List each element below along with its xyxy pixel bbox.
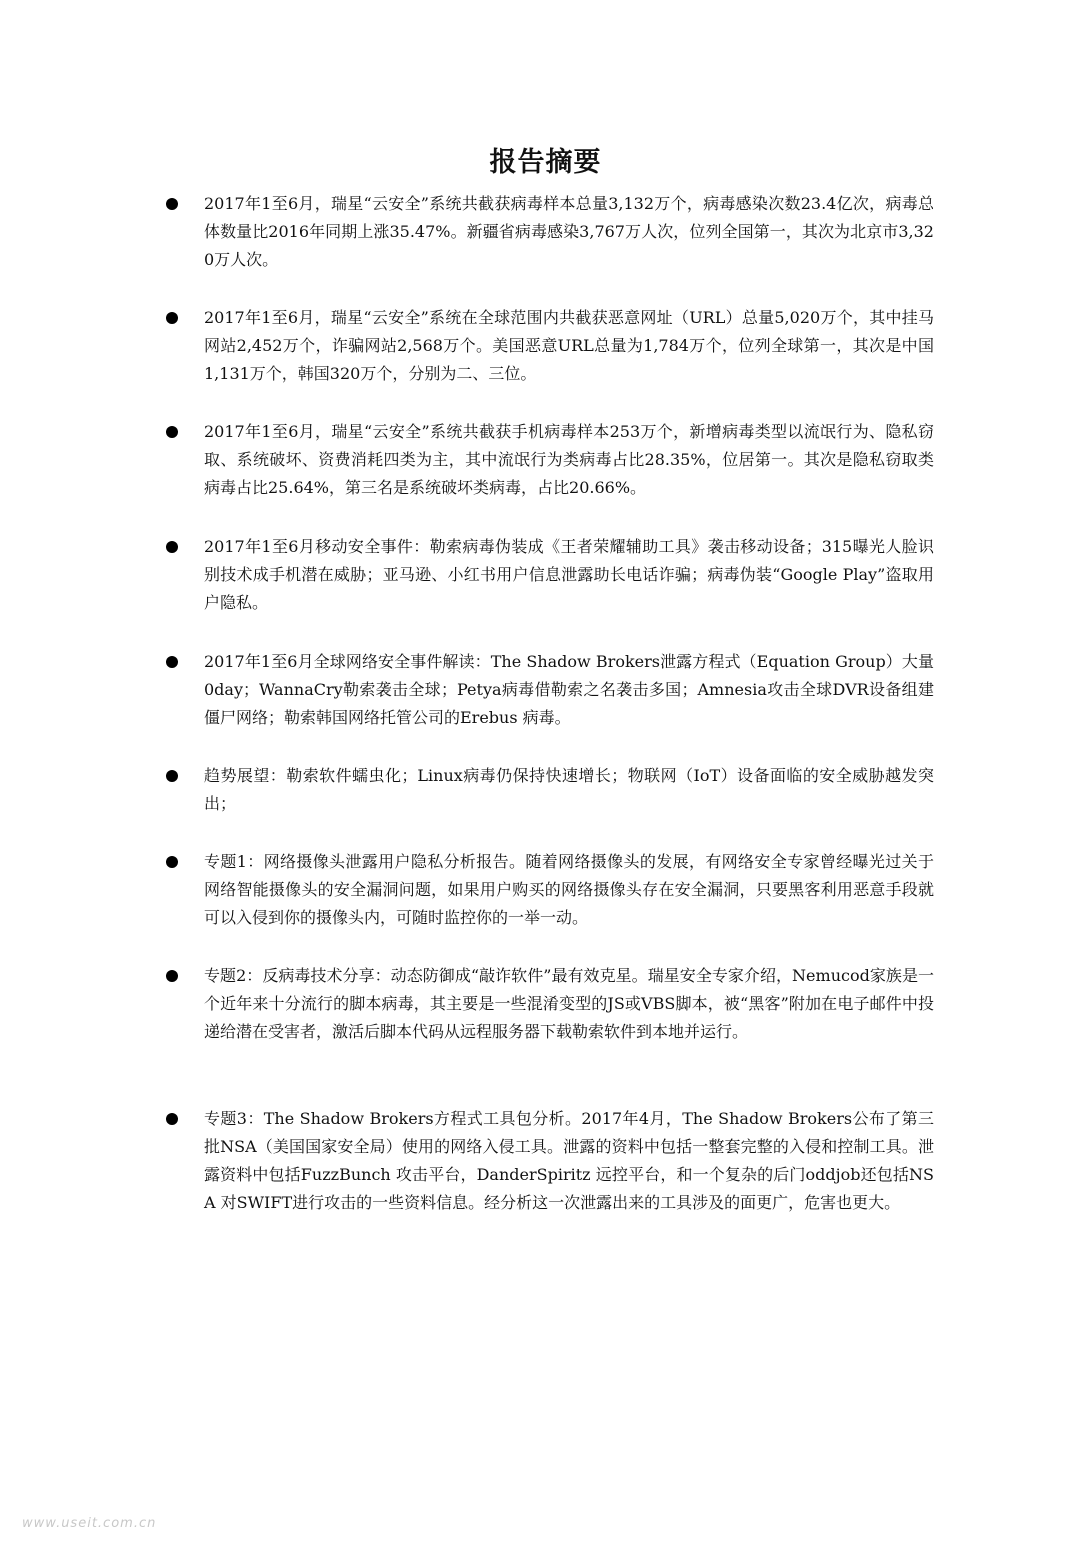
bullet-text: 2017年1至6月，瑞星“云安全”系统在全球范围内共截获恶意网址（URL）总量5,020万个，其中挂马网站2,452万个，诈骗网站2,568万个。美国恶意URL总量为1,784万个，位列全球第一，其次是中国1,131万个，韩国320万个，分别为二、三位。 [204, 308, 934, 383]
bullet-text: 专题3：The Shadow Brokers方程式工具包分析。2017年4月，The Shadow Brokers公布了第三批NSA（美国国家安全局）使用的网络入侵工具。泄露的资料中包括一整套完整的入侵和控制工具。泄露资料中包括FuzzBunch 攻击平台，DanderSpiritz 远控平台，和一个复杂的后门oddjob还包括NSA 对SWIFT进行攻击的一些资料信息。经分析这一次泄露出来的工具涉及的面更广，危害也更大。 [204, 1109, 934, 1212]
bullet-text: 2017年1至6月，瑞星“云安全”系统共截获病毒样本总量3,132万个，病毒感染次数23.4亿次，病毒总体数量比2016年同期上涨35.47%。新疆省病毒感染3,767万人次，位列全国第一，其次为北京市3,320万人次。 [204, 194, 934, 269]
bullet-text: 2017年1至6月全球网络安全事件解读：The Shadow Brokers泄露方程式（Equation Group）大量0day；WannaCry勒索袭击全球；Petya病毒借勒索之名袭击多国；Amnesia攻击全球DVR设备组建僵尸网络；勒索韩国网络托管公司的Erebus 病毒。 [204, 652, 934, 727]
bullet-dot-icon [166, 856, 178, 868]
bullet-dot-icon [166, 1113, 178, 1125]
bullet-text: 专题2：反病毒技术分享：动态防御成“敲诈软件”最有效克星。瑞星安全专家介绍，Nemucod家族是一个近年来十分流行的脚本病毒，其主要是一些混淆变型的JS或VBS脚本，被“黑客”附加在电子邮件中投递给潜在受害者，激活后脚本代码从远程服务器下载勒索软件到本地并运行。 [204, 966, 934, 1041]
page-title: 报告摘要 [489, 147, 602, 178]
bullet-dot-icon [166, 770, 178, 782]
bullet-text: 2017年1至6月移动安全事件：勒索病毒伪装成《王者荣耀辅助工具》袭击移动设备；315曝光人脸识别技术成手机潜在威胁；亚马逊、小红书用户信息泄露助长电话诈骗；病毒伪装“Google Play”盗取用户隐私。 [204, 537, 934, 612]
watermark: www.useit.com.cn [22, 1516, 157, 1531]
bullet-text: 2017年1至6月，瑞星“云安全”系统共截获手机病毒样本253万个，新增病毒类型以流氓行为、隐私窃取、系统破坏、资费消耗四类为主，其中流氓行为类病毒占比28.35%，位居第一。其次是隐私窃取类病毒占比25.64%，第三名是系统破坏类病毒，占比20.66%。 [204, 422, 934, 497]
bullet-dot-icon [166, 541, 178, 553]
bullet-text: 专题1：网络摄像头泄露用户隐私分析报告。随着网络摄像头的发展，有网络安全专家曾经曝光过关于网络智能摄像头的安全漏洞问题，如果用户购买的网络摄像头存在安全漏洞，只要黑客利用恶意手段就可以入侵到你的摄像头内，可随时监控你的一举一动。 [204, 852, 934, 927]
bullet-text: 趋势展望：勒索软件蠕虫化；Linux病毒仍保持快速增长；物联网（IoT）设备面临的安全威胁越发突出； [204, 766, 934, 813]
bullet-dot-icon [166, 656, 178, 668]
bullet-dot-icon [166, 312, 178, 324]
bullet-dot-icon [166, 970, 178, 982]
bullet-dot-icon [166, 198, 178, 210]
bullet-dot-icon [166, 426, 178, 438]
